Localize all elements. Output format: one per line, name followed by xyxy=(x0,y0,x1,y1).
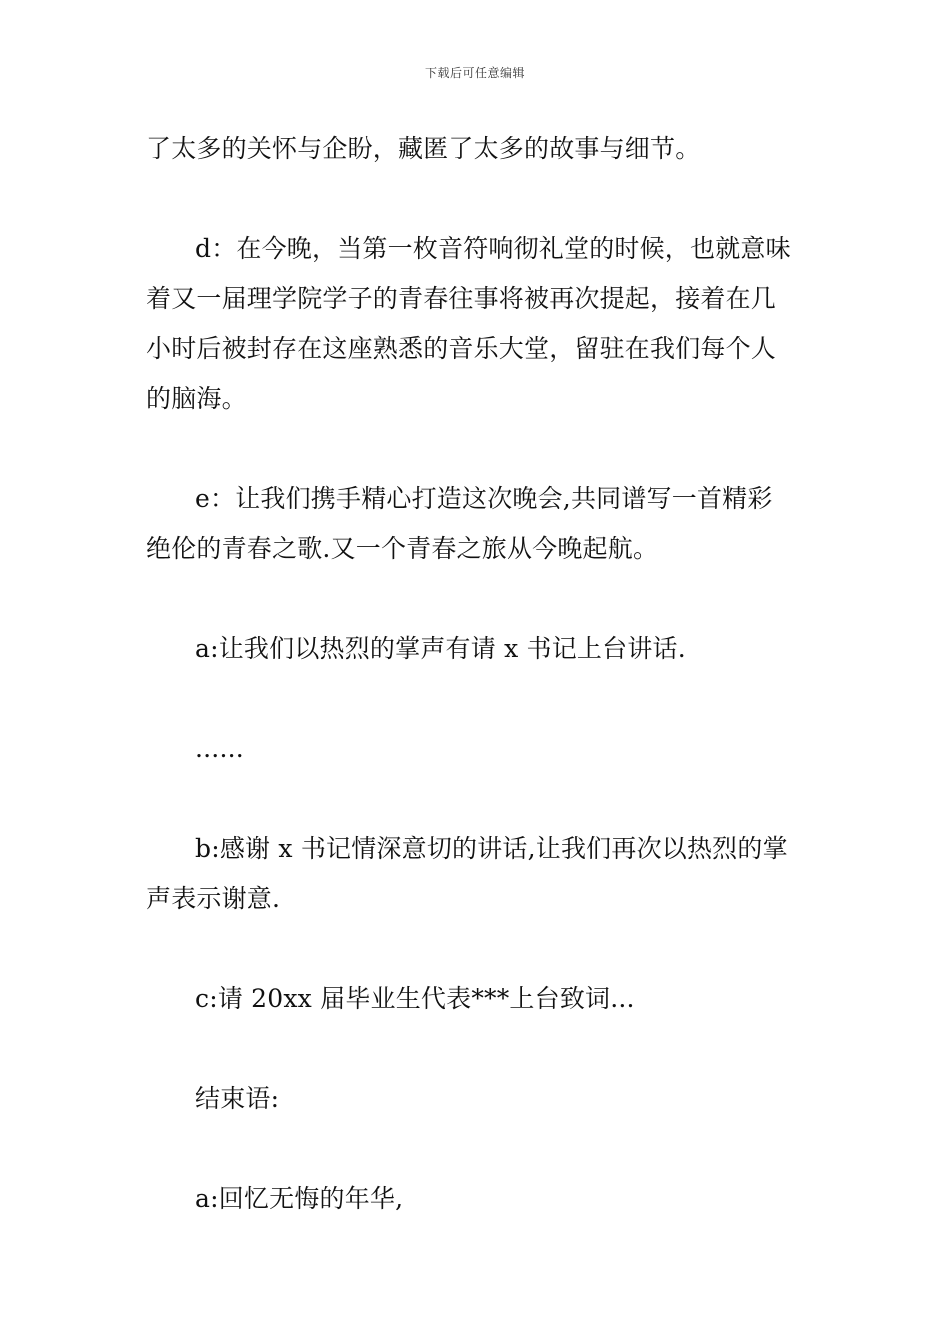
paragraph-line: 小时后被封存在这座熟悉的音乐大堂，留驻在我们每个人 xyxy=(146,334,777,363)
paragraph-line: a:回忆无悔的年华, xyxy=(195,1184,404,1213)
paragraph-line: d：在今晚，当第一枚音符响彻礼堂的时候，也就意味 xyxy=(195,234,791,263)
paragraph-line: e：让我们携手精心打造这次晚会,共同谱写一首精彩 xyxy=(195,484,773,513)
paragraph-line: 着又一届理学院学子的青春往事将被再次提起，接着在几 xyxy=(146,284,777,313)
paragraph-line: 声表示谢意. xyxy=(146,884,281,913)
paragraph-line: 的脑海。 xyxy=(146,384,247,413)
page-header: 下载后可任意编辑 xyxy=(424,66,525,80)
section-heading: 结束语: xyxy=(195,1084,280,1113)
ellipsis-line: ...... xyxy=(195,734,244,763)
paragraph-line: c:请 20xx 届毕业生代表***上台致词... xyxy=(195,984,635,1013)
paragraph-line: b:感谢 x 书记情深意切的讲话,让我们再次以热烈的掌 xyxy=(195,834,788,863)
paragraph-line: 绝伦的青春之歌.又一个青春之旅从今晚起航。 xyxy=(146,534,659,563)
paragraph-line: a:让我们以热烈的掌声有请 x 书记上台讲话. xyxy=(195,634,686,663)
paragraph-line: 了太多的关怀与企盼，藏匿了太多的故事与细节。 xyxy=(146,134,701,163)
